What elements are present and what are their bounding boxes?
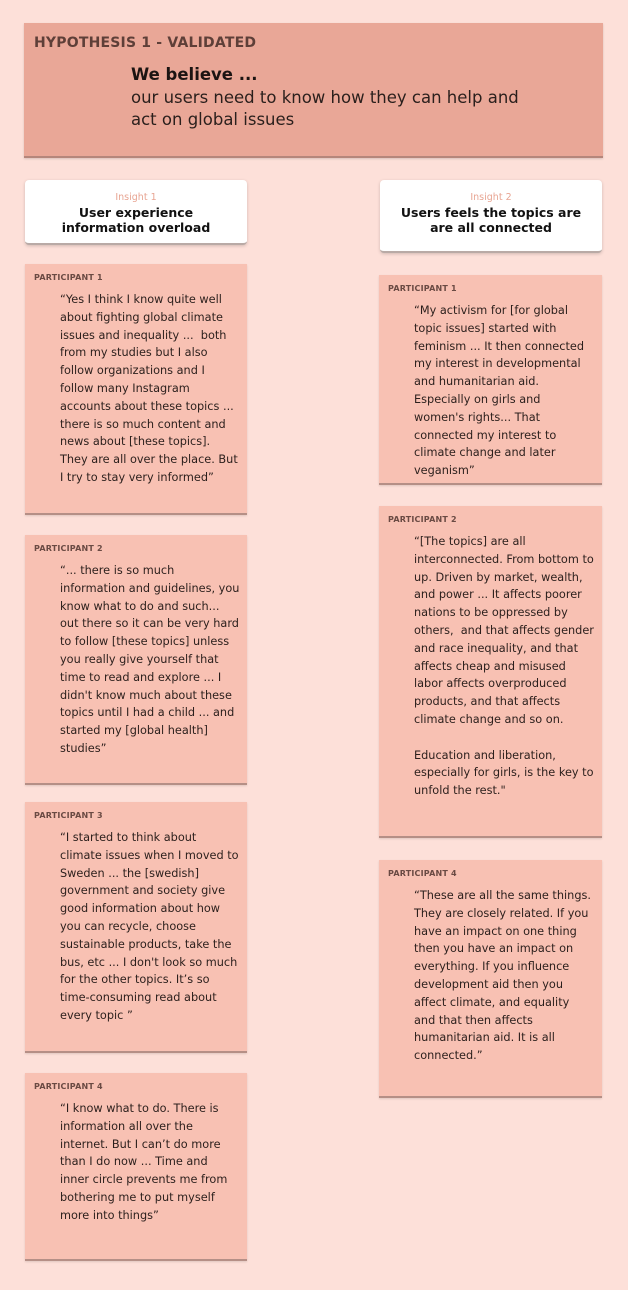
insight-1-card — [25, 180, 247, 245]
hypothesis-statement: our users need to know how they can help and act on global issues — [131, 88, 519, 129]
hypothesis-card — [24, 23, 603, 158]
insight-number: Insight 2 — [470, 192, 512, 203]
insight-title: User experience information overload — [61, 205, 211, 235]
hypothesis-lead: We believe ... — [131, 65, 258, 84]
insight-title: Users feels the topics are are all connected — [400, 205, 582, 235]
insight-number: Insight 1 — [115, 192, 157, 203]
participant-quote: “Yes I think I know quite well about fighting global climate issues and inequality ... both from my studies but I also follow organizations and I follow many Instagram accounts about these topics ... there is so much content and news about [these topics]. They are all over the place. But I try to stay very informed” — [60, 293, 242, 484]
participant-label: PARTICIPANT 2 — [34, 544, 103, 553]
participant-label: PARTICIPANT 4 — [34, 1082, 103, 1091]
participant-quote: “I know what to do. There is information all over the internet. But I can’t do more than I do now ... Time and inner circle prevents me from bothering me to put myself more into things” — [60, 1102, 231, 1222]
participant-label: PARTICIPANT 2 — [388, 515, 457, 524]
participant-card — [25, 264, 247, 515]
participant-label: PARTICIPANT 1 — [34, 273, 103, 282]
participant-card — [25, 802, 247, 1053]
participant-card — [379, 275, 602, 485]
participant-card — [25, 535, 247, 785]
participant-quote: “I started to think about climate issues when I moved to Sweden ... the [swedish] government and society give good information about how you can recycle, choose sustainable products, take the bus, etc ... I don't look so much for the other topics. It’s so time-consuming read about every topic ” — [60, 831, 243, 1022]
participant-label: PARTICIPANT 1 — [388, 284, 457, 293]
participant-quote: “... there is so much information and guidelines, you know what to do and such... out there so it can be very hard to follow [these topics] unless you really give yourself that time to read and explore ... I didn't know much about these topics until I had a child ... and started my [global health] studies” — [60, 564, 244, 755]
participant-label: PARTICIPANT 3 — [34, 811, 103, 820]
participant-card — [379, 860, 602, 1098]
participant-card — [379, 506, 602, 838]
hypothesis-tag: HYPOTHESIS 1 - VALIDATED — [34, 35, 257, 51]
participant-quote: “[The topics] are all interconnected. From bottom to up. Driven by market, wealth, and power ... It affects poorer nations to be oppressed by others, and that affects gender and race inequality, and that affects cheap and misused labor affects overproduced products, and that affects climate change and so on. Education and liberation, especially for girls, is the key to unfold the rest." — [414, 535, 594, 798]
participant-quote: “These are all the same things. They are closely related. If you have an impact on one thing then you have an impact on everything. If you influence development aid then you affect climate, and equality and that then affects humanitarian aid. It is all connected.” — [414, 889, 595, 1063]
insight-2-card — [380, 180, 602, 253]
participant-card — [25, 1073, 247, 1261]
participant-label: PARTICIPANT 4 — [388, 869, 457, 878]
participant-quote: “My activism for [for global topic issues] started with feminism ... It then connected my interest in developmental and humanitarian aid. Especially on girls and women's rights... That connected my interest to climate change and later veganism” — [414, 304, 588, 478]
